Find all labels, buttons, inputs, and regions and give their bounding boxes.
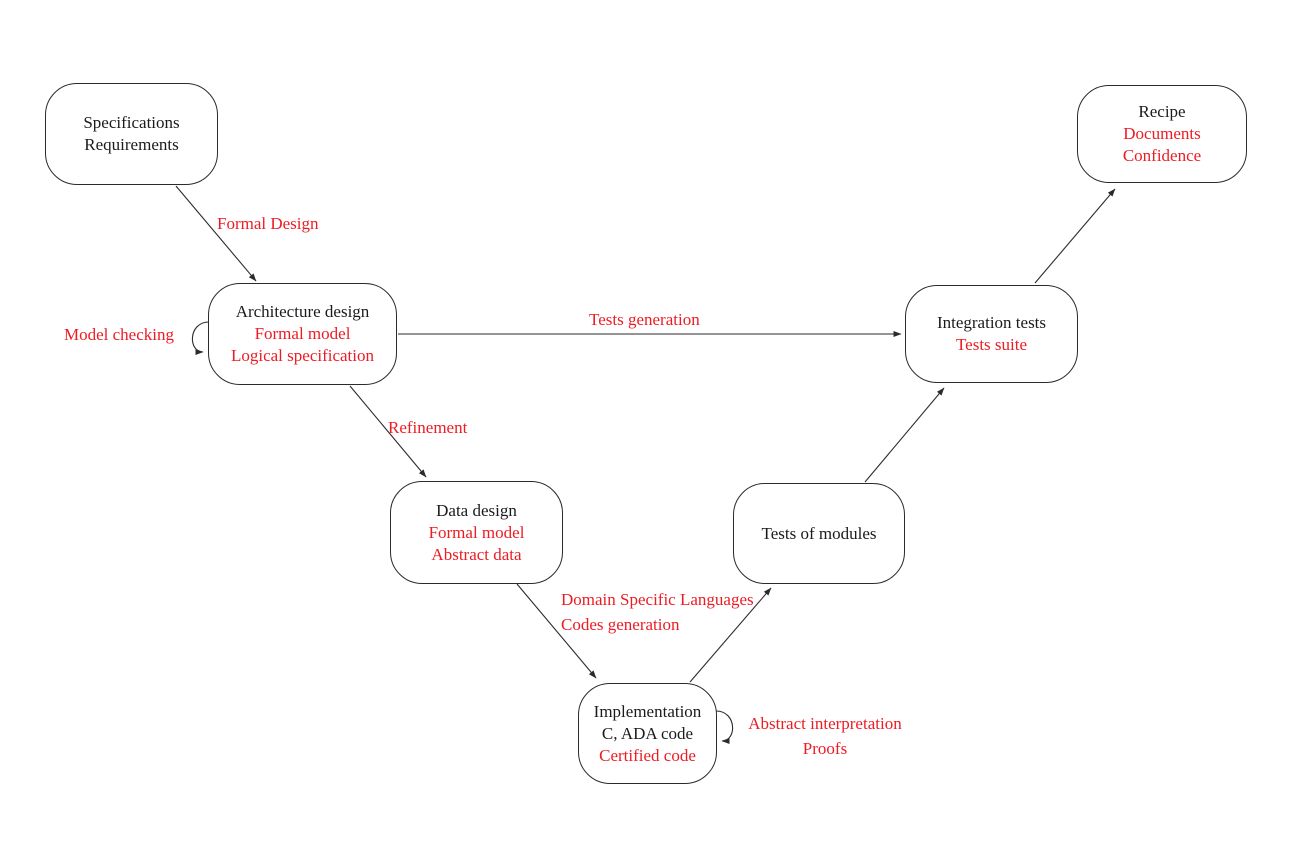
edge-abstract-loop [716,711,733,741]
node-recipe-sub1: Documents [1123,124,1201,143]
node-architecture-title: Architecture design [235,302,370,321]
node-data-design-title: Data design [436,500,517,520]
node-architecture-sub1: Formal model [254,324,351,343]
node-data-design-sub1: Formal model [428,522,525,542]
edge-label-model-checking: Model checking [64,325,174,344]
node-tests-of-modules [733,483,905,584]
node-data-design-sub2: Abstract data [431,544,522,564]
edge-label-dsl-line2: Codes generation [561,615,680,634]
node-implementation-sub1: Certified code [599,745,696,765]
node-specifications-line2: Requirements [84,135,179,154]
edge-label-formal-design: Formal Design [217,214,319,233]
node-recipe-sub2: Confidence [1122,146,1202,165]
node-architecture-sub2: Logical specification [230,346,375,365]
node-implementation-title: Implementation [593,701,702,721]
edge-label-abstract-line2: Proofs [802,739,848,758]
edge-label-abstract-interpretation [737,711,913,761]
edge-label-refinement: Refinement [388,418,468,437]
node-data-design [390,481,563,584]
edge-integration-to-recipe [1035,189,1115,283]
edge-label-dsl [561,587,754,637]
edge-label-abstract-line1: Abstract interpretation [748,714,902,733]
node-implementation-line2: C, ADA code [601,723,694,743]
node-integration-tests [905,285,1078,383]
node-integration-sub1: Tests suite [955,335,1028,354]
edge-label-tests-generation: Tests generation [589,310,700,329]
edge-tests-to-integration [865,388,944,482]
node-recipe-title: Recipe [1138,102,1186,121]
node-integration-title: Integration tests [936,313,1047,332]
node-specifications [45,83,218,185]
node-tests-of-modules-title: Tests of modules [761,523,877,543]
node-recipe [1077,85,1247,183]
node-implementation [578,683,717,784]
edge-model-checking-loop [192,322,209,352]
node-specifications-line1: Specifications [83,113,180,132]
node-architecture-design [208,283,397,385]
edge-label-dsl-line1: Domain Specific Languages [561,590,754,609]
